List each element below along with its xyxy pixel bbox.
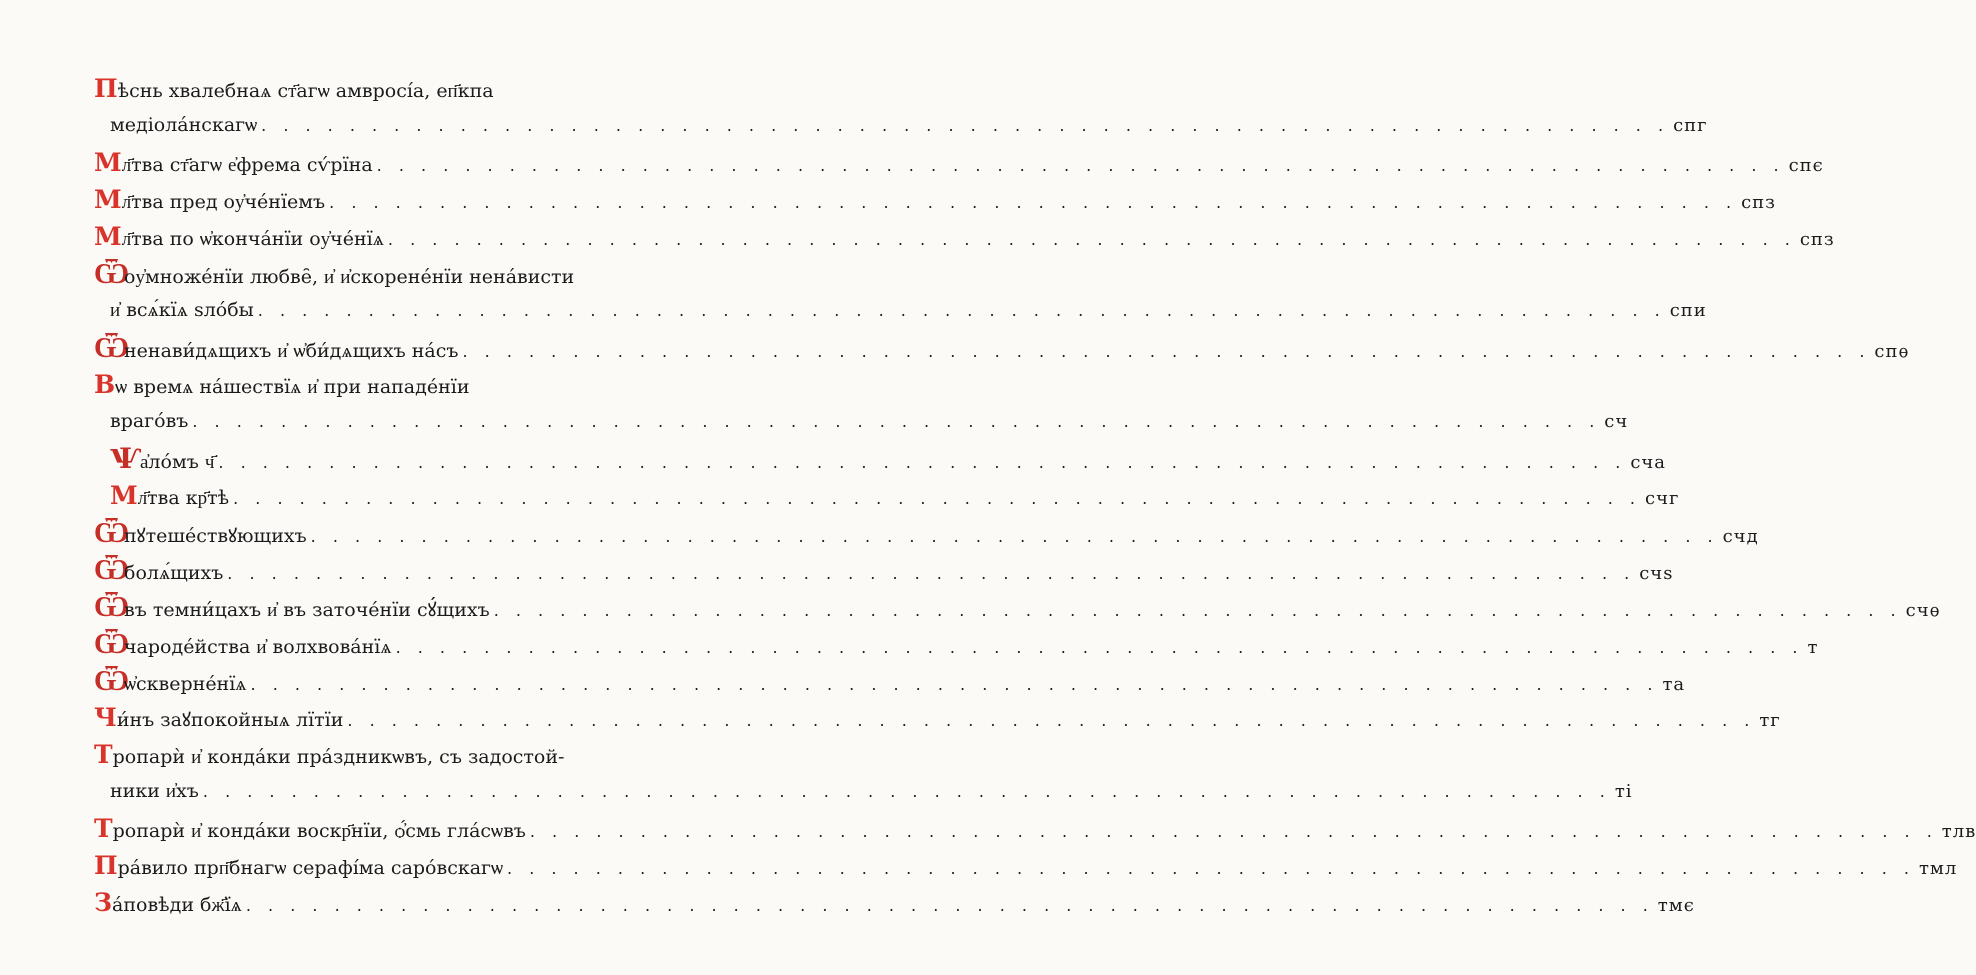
entry-initial: М (94, 148, 122, 177)
toc-line (94, 329, 1910, 366)
toc-line (94, 144, 1824, 181)
dot-leader (347, 702, 1755, 739)
entry-title-cont: враго́въ (110, 410, 189, 432)
toc-line (94, 403, 1629, 440)
dot-leader (203, 773, 1611, 810)
page-number: спѳ (1874, 341, 1910, 362)
page-number: сча (1630, 452, 1667, 473)
toc-entry[interactable] (94, 440, 1667, 477)
page-number: ті (1614, 781, 1633, 802)
toc-entry[interactable] (94, 736, 1633, 810)
toc-entry[interactable] (94, 144, 1824, 181)
toc-line (94, 366, 670, 403)
toc-entry[interactable] (94, 810, 1976, 847)
toc-entry[interactable] (94, 366, 1629, 440)
page-number: спз (1799, 229, 1835, 250)
entry-title-cont: и҆ всѧ́кїѧ ѕло́бы (110, 299, 254, 321)
page-number: тмл (1918, 858, 1958, 879)
toc-entry[interactable] (94, 477, 1680, 514)
entry-title: л҃тва пред оу҆че́нїемъ (121, 191, 326, 213)
page-number: тлв (1941, 821, 1976, 842)
entry-initial: Ѿ (94, 553, 130, 586)
toc-line (94, 625, 1819, 662)
dot-leader (227, 555, 1635, 592)
toc-line (94, 70, 670, 107)
toc-entry[interactable] (94, 847, 1958, 884)
toc-entry[interactable] (94, 255, 1707, 329)
entry-initial: З (94, 888, 113, 917)
toc-line (94, 699, 1781, 736)
dot-leader (396, 629, 1804, 666)
entry-initial: Ѿ (94, 664, 130, 697)
toc-entry[interactable] (94, 70, 1708, 144)
toc-line (94, 218, 1835, 255)
table-of-contents (94, 70, 1976, 921)
entry-initial: М (94, 185, 122, 214)
toc-entry[interactable] (94, 662, 1686, 699)
entry-initial: Ѿ (94, 331, 130, 364)
dot-leader (251, 666, 1659, 703)
entry-initial: Ч (94, 703, 117, 732)
entry-title: л҃тва кр҃тѣ (137, 487, 230, 509)
toc-line (94, 292, 1707, 329)
toc-line (94, 440, 1667, 477)
dot-leader (329, 184, 1737, 221)
toc-entry[interactable] (94, 884, 1695, 921)
page-number: счѳ (1905, 600, 1941, 621)
entry-title: ра́вило прп҃бнагѡ серафі́ма саро́вскагѡ (117, 857, 504, 879)
entry-title: ѡ҆скверне́нїѧ (124, 673, 247, 695)
entry-title: болѧ́щихъ (124, 562, 224, 584)
toc-entry[interactable] (94, 699, 1781, 736)
toc-line (94, 107, 1708, 144)
entry-title: въ темни́цахъ и҆ въ заточе́нїи сꙋ́щихъ (124, 599, 490, 621)
toc-entry[interactable] (94, 551, 1674, 588)
dot-leader (246, 887, 1654, 924)
toc-line (94, 255, 670, 292)
entry-title: л҃тва по ѡ҆конча́нїи оу҆че́нїѧ (121, 228, 384, 250)
entry-title-cont: медіола́нскагѡ (110, 114, 258, 136)
toc-line (94, 736, 670, 773)
page-number: спи (1669, 300, 1707, 321)
dot-leader (507, 850, 1915, 887)
dot-leader (233, 480, 1641, 517)
entry-title-cont: ники и҆хъ (110, 780, 199, 802)
page-number: спг (1673, 115, 1708, 136)
page-number: счд (1722, 526, 1759, 547)
entry-title: чароде́йства и҆ волхвова́нїѧ (124, 636, 392, 658)
entry-initial: П (94, 851, 118, 880)
page-number: т (1807, 637, 1819, 658)
toc-entry[interactable] (94, 329, 1910, 366)
page-number: тмє (1657, 895, 1695, 916)
toc-line (94, 181, 1776, 218)
entry-title: ѡ врeмѧ на́шествїѧ и҆ при нападе́нїи (115, 376, 470, 398)
entry-initial: Ѿ (94, 516, 130, 549)
dot-leader (311, 518, 1719, 555)
toc-entry[interactable] (94, 588, 1941, 625)
entry-title: л҃тва ст҃агѡ е҆фрема сѵ́рїна (121, 154, 373, 176)
page-number: спє (1788, 155, 1824, 176)
entry-title: оу҆множе́нїи любве̑, и҆ и҆скорене́нїи нена́висти (124, 266, 575, 288)
entry-title: ненави́дѧщихъ и҆ ѡ҆би́дѧщихъ на́съ (124, 340, 459, 362)
dot-leader (261, 107, 1669, 144)
entry-initial: Ѿ (94, 627, 130, 660)
dot-leader (192, 403, 1600, 440)
page-number: спз (1741, 192, 1776, 213)
entry-title: ропарѝ и҆ конда́ки воскр҃нїи, ѻ҆́смь гла́сѡвъ (112, 820, 526, 842)
toc-entry[interactable] (94, 218, 1835, 255)
page-number: счг (1645, 488, 1680, 509)
entry-initial: М (110, 481, 138, 510)
toc-entry[interactable] (94, 514, 1759, 551)
dot-leader (218, 444, 1626, 481)
toc-entry[interactable] (94, 625, 1819, 662)
dot-leader (377, 147, 1785, 184)
entry-title: а҆ло́мъ ч҃ (140, 451, 215, 473)
dot-leader (258, 292, 1666, 329)
toc-line (94, 514, 1759, 551)
dot-leader (388, 221, 1796, 258)
dot-leader (494, 592, 1902, 629)
dot-leader (530, 813, 1938, 850)
toc-line (94, 773, 1633, 810)
entry-title: а́повѣди бж҃їѧ (112, 894, 242, 916)
page-number: тг (1759, 710, 1781, 731)
toc-line (94, 551, 1674, 588)
toc-line (94, 662, 1686, 699)
entry-initial: Ѿ (94, 590, 130, 623)
page-number: сч (1604, 411, 1629, 432)
entry-initial: Т (94, 740, 113, 769)
toc-line (94, 810, 1976, 847)
entry-title: ѣснь хвалебнаѧ ст҃агѡ амвросі́а, еп҃кпа (117, 80, 494, 102)
toc-line (94, 477, 1680, 514)
entry-title: ропарѝ и҆ конда́ки пра́здникѡвъ, съ задостой- (112, 746, 565, 768)
toc-line (94, 847, 1958, 884)
entry-title: и́нъ заꙋпокойныѧ лїтїи (116, 709, 344, 731)
entry-title: пꙋтеше́ствꙋющихъ (124, 525, 307, 547)
entry-initial: П (94, 74, 118, 103)
toc-entry[interactable] (94, 181, 1776, 218)
dot-leader (462, 333, 1870, 370)
entry-initial: Ѿ (94, 257, 130, 290)
toc-line (94, 588, 1941, 625)
entry-initial: В (94, 370, 116, 399)
entry-initial: Ѱ (110, 442, 141, 475)
toc-line (94, 884, 1695, 921)
entry-initial: М (94, 222, 122, 251)
page-number: та (1662, 674, 1686, 695)
entry-initial: Т (94, 814, 113, 843)
page-number: счѕ (1639, 563, 1674, 584)
